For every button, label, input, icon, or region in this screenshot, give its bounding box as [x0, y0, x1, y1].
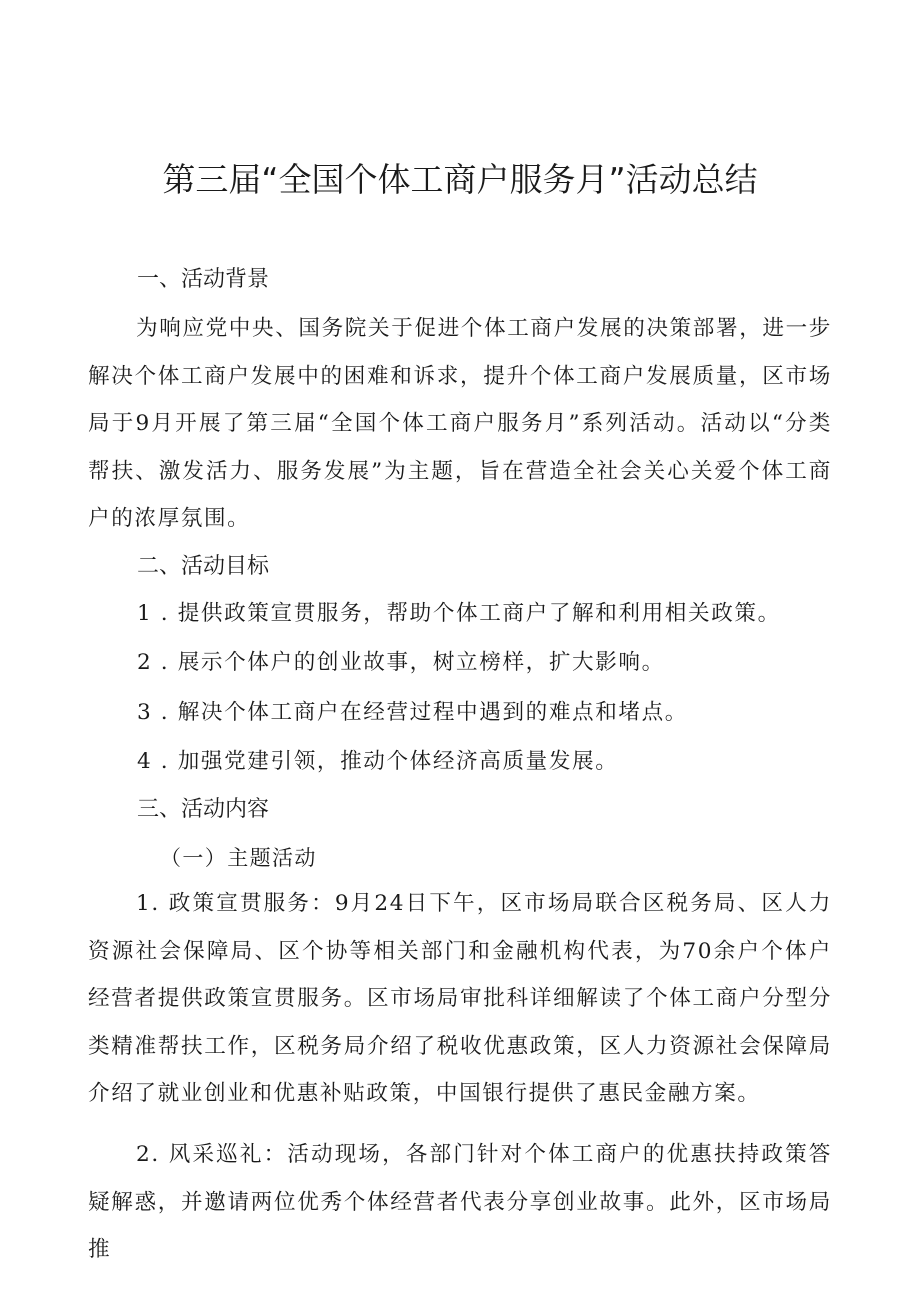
- goal-item-2: 2 . 展示个体户的创业故事，树立榜样，扩大影响。: [137, 650, 665, 675]
- goal-item-4: 4 . 加强党建引领，推动个体经济高质量发展。: [137, 749, 619, 774]
- section-heading-goals: 二、活动目标: [137, 554, 270, 579]
- section-heading-content: 三、活动内容: [137, 797, 270, 822]
- goal-item-1: 1 . 提供政策宣贯服务，帮助个体工商户了解和利用相关政策。: [137, 601, 781, 626]
- content-paragraph-policy-service: 1. 政策宣贯服务：9月24日下午，区市场局联合区税务局、区人力资源社会保障局、区个协等相关部门和金融机构代表，为70余户个体户经营者提供政策宣贯服务。区市场局审批科详细解读了个体工商户分型分类精准帮扶工作，区税务局介绍了税收优惠政策，区人力资源社会保障局介绍了就业创业和优惠补贴政策，中国银行提供了惠民金融方案。: [88, 891, 832, 1106]
- background-paragraph: 为响应党中央、国务院关于促进个体工商户发展的决策部署，进一步解决个体工商户发展中的困难和诉求，提升个体工商户发展质量，区市场局于9月开展了第三届“全国个体工商户服务月”系列活动。活动以“分类帮扶、激发活力、服务发展”为主题，旨在营造全社会关心关爱个体工商户的浓厚氛围。: [88, 316, 832, 531]
- document-title: 第三届“全国个体工商户服务月”活动总结: [162, 160, 758, 199]
- goal-item-3: 3 . 解决个体工商户在经营过程中遇到的难点和堵点。: [137, 700, 688, 725]
- content-paragraph-showcase: 2. 风采巡礼：活动现场，各部门针对个体工商户的优惠扶持政策答疑解惑，并邀请两位优秀个体经营者代表分享创业故事。此外，区市场局推: [88, 1142, 832, 1262]
- subsection-heading-theme-activities: （一）主题活动: [160, 846, 317, 870]
- section-heading-background: 一、活动背景: [137, 267, 270, 292]
